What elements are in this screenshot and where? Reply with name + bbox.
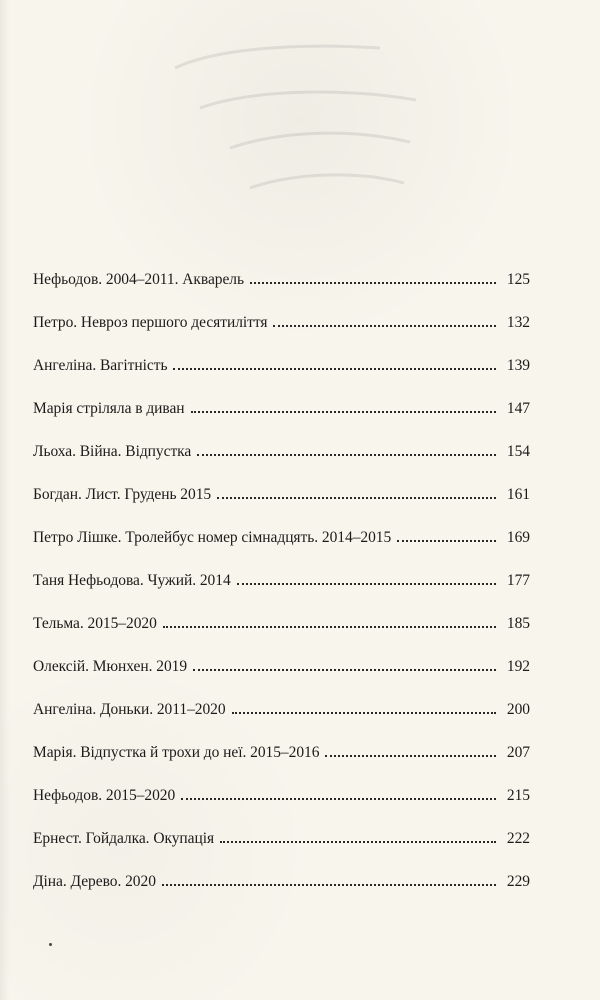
- toc-entry: [33, 846, 530, 889]
- page-number: 139: [506, 356, 530, 374]
- dot-leader: [173, 368, 496, 370]
- toc-entry: [33, 631, 530, 674]
- toc-entry: [33, 717, 530, 760]
- page-number: 125: [506, 270, 530, 288]
- page-number: 185: [506, 614, 530, 632]
- toc-title: Тельма. 2015–2020: [33, 614, 157, 632]
- toc-title: Петро. Невроз першого десятиліття: [33, 313, 268, 331]
- toc-title: Петро Лішке. Тролейбус номер сімнадцять. 2014–2015: [33, 528, 392, 546]
- page-number: 154: [506, 442, 530, 460]
- page-number: 222: [506, 829, 530, 847]
- toc-entry: [33, 674, 530, 717]
- page-number: 215: [506, 786, 530, 804]
- toc-title: Таня Нефьодова. Чужий. 2014: [33, 571, 231, 589]
- dot-leader: [181, 798, 496, 800]
- page-number: 169: [506, 528, 530, 546]
- page-number: 192: [506, 657, 530, 675]
- toc-title: Олексій. Мюнхен. 2019: [33, 657, 188, 675]
- dot-leader: [197, 454, 496, 456]
- page-number: 207: [506, 743, 530, 761]
- page-number: 147: [506, 399, 530, 417]
- page-number: 132: [506, 313, 530, 331]
- toc-title: Богдан. Лист. Грудень 2015: [33, 485, 212, 503]
- toc-entry: [33, 502, 530, 545]
- dot-leader: [162, 884, 496, 886]
- dot-leader: [325, 755, 496, 757]
- dot-leader: [232, 712, 496, 714]
- toc-entry: [33, 373, 530, 416]
- toc-title: Нефьодов. 2015–2020: [33, 786, 176, 804]
- toc-title: Марія стріляла в диван: [33, 399, 185, 417]
- toc-entry: [33, 287, 530, 330]
- toc-entry: [33, 803, 530, 846]
- toc-title: Льоха. Війна. Відпустка: [33, 442, 192, 460]
- dot-leader: [193, 669, 496, 671]
- page-number: 200: [506, 700, 530, 718]
- dot-leader: [220, 841, 496, 843]
- toc-title: Ернест. Гойдалка. Окупація: [33, 829, 215, 847]
- toc-title: Діна. Дерево. 2020: [33, 872, 156, 890]
- paper-speck: [49, 943, 52, 946]
- toc-title: Ангеліна. Вагітність: [33, 356, 168, 374]
- toc-title: Нефьодов. 2004–2011. Акварель: [33, 270, 245, 288]
- toc-entry: [33, 416, 530, 459]
- show-through-marks: [60, 26, 540, 226]
- dot-leader: [217, 497, 496, 499]
- dot-leader: [397, 540, 496, 542]
- toc-entry: [33, 459, 530, 502]
- toc-entry: [33, 330, 530, 373]
- toc-entry: [33, 588, 530, 631]
- dot-leader: [237, 583, 496, 585]
- dot-leader: [273, 325, 496, 327]
- dot-leader: [250, 282, 496, 284]
- page-number: 177: [506, 571, 530, 589]
- table-of-contents: [33, 244, 530, 889]
- toc-entry: [33, 545, 530, 588]
- dot-leader: [163, 626, 496, 628]
- toc-title: Марія. Відпустка й трохи до неї. 2015–2016: [33, 743, 320, 761]
- toc-title: Ангеліна. Доньки. 2011–2020: [33, 700, 226, 718]
- toc-entry: [33, 760, 530, 803]
- page-number: 161: [506, 485, 530, 503]
- toc-entry: [33, 244, 530, 287]
- dot-leader: [191, 411, 496, 413]
- page-number: 229: [506, 872, 530, 890]
